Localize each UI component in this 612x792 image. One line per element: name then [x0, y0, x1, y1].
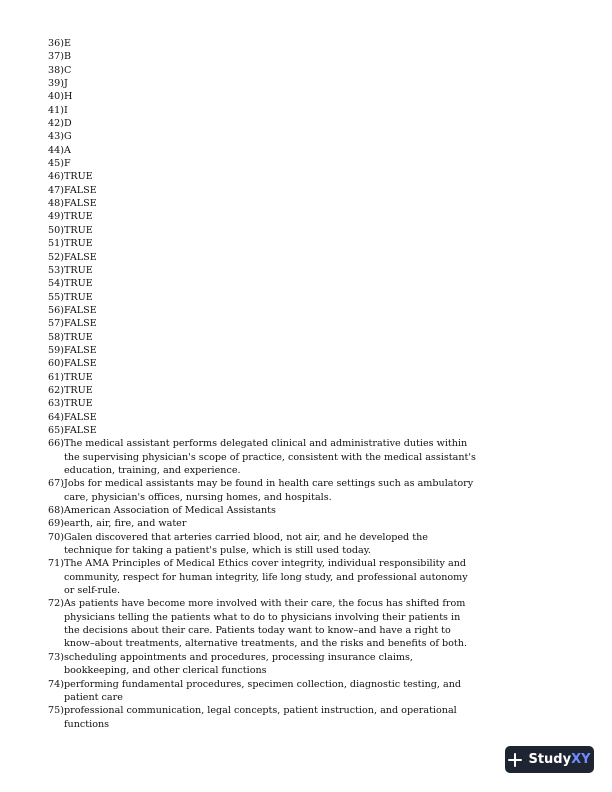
answer-text: G	[64, 131, 72, 143]
answer-number: 54)	[48, 278, 64, 290]
answer-number: 49)	[48, 211, 64, 223]
answer-number: 40)	[48, 91, 64, 103]
answer-text: I	[64, 104, 68, 116]
answer-item	[48, 597, 478, 650]
answer-number: 69)	[48, 518, 64, 530]
answer-item	[48, 291, 478, 304]
answer-item	[48, 277, 478, 290]
answer-number: 74)	[48, 678, 64, 690]
answer-item	[48, 504, 478, 517]
answer-number: 70)	[48, 531, 64, 543]
answer-number: 46)	[48, 171, 64, 183]
answer-item	[48, 397, 478, 410]
answer-item	[48, 64, 478, 77]
answer-text: earth, air, fire, and water	[64, 518, 187, 530]
answer-item	[48, 477, 478, 504]
answer-item	[48, 184, 478, 197]
answer-item	[48, 517, 478, 530]
answer-item	[48, 210, 478, 223]
answer-text: E	[64, 38, 72, 49]
plus-icon	[508, 753, 522, 767]
answer-text: TRUE	[64, 224, 93, 236]
answer-number: 60)	[48, 358, 64, 370]
answer-item	[48, 531, 478, 558]
answer-item	[48, 411, 478, 424]
answer-number: 65)	[48, 424, 64, 436]
answer-text: American Association of Medical Assistants	[64, 505, 276, 517]
answer-item	[48, 90, 478, 103]
answer-item	[48, 50, 478, 63]
answer-item	[48, 424, 478, 437]
answer-text: J	[64, 78, 68, 90]
answer-item	[48, 344, 478, 357]
answer-item	[48, 77, 478, 90]
answer-text: FALSE	[64, 344, 97, 356]
answer-number: 50)	[48, 224, 64, 236]
answer-text: TRUE	[64, 384, 93, 396]
answer-text: The AMA Principles of Medical Ethics cover integrity, individual responsibility and community, respect for human integrity, life long study, and professional autonomy or self-rule.	[64, 558, 468, 597]
studyxy-badge[interactable]	[505, 746, 594, 773]
answer-text: TRUE	[64, 371, 93, 383]
answer-text: professional communication, legal concepts, patient instruction, and operational functions	[64, 705, 457, 730]
answer-number: 43)	[48, 131, 64, 143]
answer-number: 39)	[48, 78, 64, 90]
answer-number: 63)	[48, 398, 64, 410]
answer-text: FALSE	[64, 424, 97, 436]
answer-item	[48, 104, 478, 117]
answer-number: 41)	[48, 104, 64, 116]
answer-text: FALSE	[64, 251, 97, 263]
answer-text: TRUE	[64, 211, 93, 223]
answer-item	[48, 437, 478, 477]
answer-number: 38)	[48, 64, 64, 76]
answer-number: 75)	[48, 705, 64, 717]
answer-item	[48, 224, 478, 237]
answer-item	[48, 157, 478, 170]
answer-number: 37)	[48, 51, 64, 63]
answer-number: 51)	[48, 238, 64, 250]
answer-number: 48)	[48, 198, 64, 210]
answer-text: TRUE	[64, 264, 93, 276]
answer-text: D	[64, 118, 72, 130]
answer-text: FALSE	[64, 411, 97, 423]
answer-number: 73)	[48, 651, 64, 663]
answer-text: TRUE	[64, 278, 93, 290]
answer-item	[48, 331, 478, 344]
answer-number: 64)	[48, 411, 64, 423]
answer-number: 47)	[48, 184, 64, 196]
answer-number: 57)	[48, 318, 64, 330]
answer-number: 61)	[48, 371, 64, 383]
answer-item	[48, 144, 478, 157]
answer-item	[48, 170, 478, 183]
answer-item	[48, 197, 478, 210]
answer-text: TRUE	[64, 238, 93, 250]
answer-item	[48, 678, 478, 705]
answer-number: 67)	[48, 478, 64, 490]
answer-text: The medical assistant performs delegated clinical and administrative duties within the supervising physician's scope of practice, consistent with the medical assistant's education, training, and experience.	[64, 438, 476, 476]
answer-text: TRUE	[64, 171, 93, 183]
answer-number: 68)	[48, 505, 64, 517]
answer-text: A	[64, 144, 71, 156]
answer-key-list	[48, 37, 478, 731]
answer-text: TRUE	[64, 331, 93, 343]
answer-text: FALSE	[64, 184, 97, 196]
answer-item	[48, 37, 478, 50]
answer-number: 72)	[48, 598, 64, 610]
answer-text: C	[64, 64, 72, 76]
answer-item	[48, 317, 478, 330]
answer-item	[48, 264, 478, 277]
answer-item	[48, 704, 478, 731]
answer-text: TRUE	[64, 291, 93, 303]
answer-item	[48, 304, 478, 317]
answer-item	[48, 384, 478, 397]
answer-number: 44)	[48, 144, 64, 156]
answer-text: FALSE	[64, 358, 97, 370]
brand-text: StudyXY	[528, 752, 591, 767]
answer-text: B	[64, 51, 72, 63]
answer-text: F	[64, 158, 71, 170]
answer-item	[48, 237, 478, 250]
answer-number: 71)	[48, 558, 64, 570]
answer-text: performing fundamental procedures, specimen collection, diagnostic testing, and patient care	[64, 678, 462, 703]
answer-text: Jobs for medical assistants may be found in health care settings such as ambulatory care, physician's offices, nursing homes, and hospitals.	[64, 478, 474, 503]
answer-number: 53)	[48, 264, 64, 276]
answer-text: scheduling appointments and procedures, processing insurance claims, bookkeeping, and other clerical functions	[64, 651, 413, 677]
answer-number: 62)	[48, 384, 64, 396]
answer-number: 45)	[48, 158, 64, 170]
answer-number: 36)	[48, 38, 64, 49]
answer-number: 42)	[48, 118, 64, 130]
answer-text: TRUE	[64, 398, 93, 410]
answer-item	[48, 117, 478, 130]
answer-item	[48, 651, 478, 678]
answer-text: FALSE	[64, 198, 97, 210]
answer-item	[48, 130, 478, 143]
answer-item	[48, 357, 478, 370]
answer-number: 56)	[48, 304, 64, 316]
answer-item	[48, 371, 478, 384]
answer-text: FALSE	[64, 318, 97, 330]
answer-number: 66)	[48, 438, 64, 450]
answer-text: FALSE	[64, 304, 97, 316]
answer-number: 55)	[48, 291, 64, 303]
answer-text: As patients have become more involved with their care, the focus has shifted from physicians telling the patients what to do to physicians involving their patients in the decisions about their care. Patients today want to know–and have a right to know–about treatments, alternative treatments, and the risks and benefits of both.	[64, 598, 468, 650]
answer-number: 52)	[48, 251, 64, 263]
answer-item	[48, 557, 478, 597]
answer-number: 58)	[48, 331, 64, 343]
answer-text: H	[64, 91, 73, 103]
answer-number: 59)	[48, 344, 64, 356]
answer-item	[48, 251, 478, 264]
answer-text: Galen discovered that arteries carried blood, not air, and he developed the technique for taking a patient's pulse, which is still used today.	[64, 531, 428, 557]
